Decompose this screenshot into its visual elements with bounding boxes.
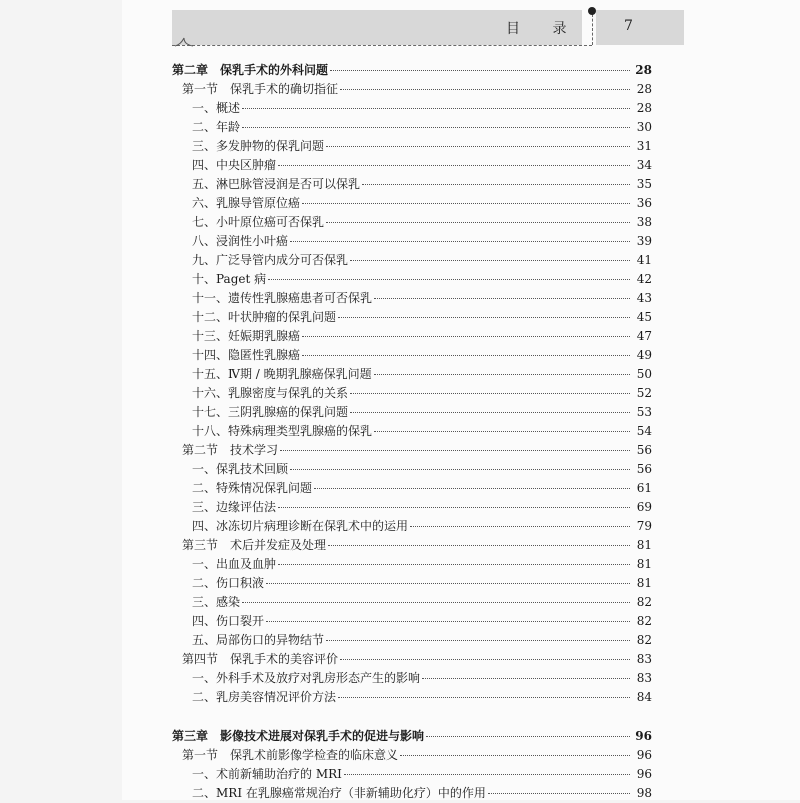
toc-item-row: [172, 688, 652, 707]
toc-entry-page: 53: [636, 405, 652, 419]
toc-entry-page: 34: [636, 158, 652, 172]
toc-section-row: [172, 746, 652, 765]
toc-entry-title: 第三章 影像技术进展对保乳手术的促进与影响: [172, 729, 425, 743]
toc-item-row: [172, 612, 652, 631]
dot-leader: [338, 317, 630, 318]
toc-gap: [172, 707, 652, 727]
toc-item-row: [172, 460, 652, 479]
toc-chapter-row: [172, 727, 652, 746]
toc-item-row: [172, 308, 652, 327]
header-dashed-divider: [592, 14, 593, 45]
toc-entry-title: 十五、Ⅳ期 / 晚期乳腺癌保乳问题: [192, 367, 372, 381]
toc-entry-title: 一、外科手术及放疗对乳房形态产生的影响: [192, 671, 421, 685]
toc-entry-page: 50: [636, 367, 652, 381]
toc-entry-title: 第一节 保乳手术的确切指征: [182, 82, 339, 96]
dot-leader: [326, 640, 630, 641]
toc-entry-title: 二、特殊情况保乳问题: [192, 481, 313, 495]
dot-leader: [340, 659, 630, 660]
toc-entry-page: 81: [636, 557, 652, 571]
dot-leader: [340, 89, 630, 90]
toc-entry-title: 九、广泛导管内成分可否保乳: [192, 253, 349, 267]
toc-entry-title: 五、淋巴脉管浸润是否可以保乳: [192, 177, 361, 191]
toc-item-row: [172, 346, 652, 365]
toc-entry-page: 96: [636, 748, 652, 762]
toc-item-row: [172, 479, 652, 498]
toc-entry-page: 96: [635, 729, 652, 743]
toc-entry-page: 43: [636, 291, 652, 305]
dot-leader: [400, 755, 630, 756]
toc-entry-page: 96: [636, 767, 652, 781]
toc-entry-title: 三、多发肿物的保乳问题: [192, 139, 325, 153]
toc-item-row: [172, 365, 652, 384]
toc-entry-page: 41: [636, 253, 652, 267]
toc-item-row: [172, 593, 652, 612]
toc-entry-title: 二、乳房美容情况评价方法: [192, 690, 337, 704]
toc-chapter-row: [172, 61, 652, 80]
header-swash-ornament: [174, 36, 194, 48]
dot-leader: [314, 488, 630, 489]
toc-entry-page: 28: [636, 101, 652, 115]
toc-entry-page: 52: [636, 386, 652, 400]
dot-leader: [242, 602, 630, 603]
toc-item-row: [172, 765, 652, 784]
toc-entry-page: 39: [636, 234, 652, 248]
toc-entry-page: 30: [636, 120, 652, 134]
dot-leader: [328, 545, 630, 546]
toc-item-row: [172, 498, 652, 517]
dot-leader: [242, 108, 630, 109]
dot-leader: [374, 298, 630, 299]
toc-entry-title: 一、概述: [192, 101, 241, 115]
toc-item-row: [172, 555, 652, 574]
toc-entry-title: 十二、叶状肿瘤的保乳问题: [192, 310, 337, 324]
dot-leader: [350, 260, 630, 261]
toc-entry-title: 十、Paget 病: [192, 272, 267, 286]
toc-entry-page: 38: [636, 215, 652, 229]
toc-entry-title: 五、局部伤口的异物结节: [192, 633, 325, 647]
dot-leader: [278, 507, 630, 508]
toc-entry-title: 第二节 技术学习: [182, 443, 279, 457]
toc-entry-page: 45: [636, 310, 652, 324]
toc-entry-title: 第一节 保乳术前影像学检查的临床意义: [182, 748, 399, 762]
header-dot-ornament: [588, 7, 596, 15]
dot-leader: [326, 222, 630, 223]
dot-leader: [302, 336, 630, 337]
header-page-number: 7: [624, 18, 633, 34]
dot-leader: [330, 70, 630, 71]
toc-item-row: [172, 669, 652, 688]
dot-leader: [278, 564, 630, 565]
toc-entry-title: 十一、遗传性乳腺癌患者可否保乳: [192, 291, 373, 305]
dot-leader: [374, 374, 630, 375]
toc-block-chapter-3: [172, 727, 652, 803]
toc-section-row: [172, 441, 652, 460]
toc-entry-title: 三、感染: [192, 595, 241, 609]
toc-entry-title: 一、出血及血肿: [192, 557, 277, 571]
dot-leader: [422, 678, 630, 679]
toc-item-row: [172, 175, 652, 194]
dot-leader: [326, 146, 630, 147]
toc-entry-title: 四、中央区肿瘤: [192, 158, 277, 172]
toc-entry-page: 82: [636, 633, 652, 647]
toc-entry-page: 28: [636, 82, 652, 96]
toc-item-row: [172, 251, 652, 270]
toc-item-row: [172, 118, 652, 137]
dot-leader: [302, 203, 630, 204]
toc-entry-title: 第四节 保乳手术的美容评价: [182, 652, 339, 666]
toc-entry-title: 十八、特殊病理类型乳腺癌的保乳: [192, 424, 373, 438]
toc-item-row: [172, 99, 652, 118]
toc-entry-title: 十七、三阴乳腺癌的保乳问题: [192, 405, 349, 419]
toc-entry-title: 二、MRI 在乳腺癌常规治疗（非新辅助化疗）中的作用: [192, 786, 486, 800]
toc-entry-page: 49: [636, 348, 652, 362]
dot-leader: [410, 526, 630, 527]
toc-item-row: [172, 232, 652, 251]
toc-entry-title: 六、乳腺导管原位癌: [192, 196, 301, 210]
toc-entry-page: 36: [636, 196, 652, 210]
toc-entry-title: 十三、妊娠期乳腺癌: [192, 329, 301, 343]
toc-entry-page: 69: [636, 500, 652, 514]
toc-entry-title: 十四、隐匿性乳腺癌: [192, 348, 301, 362]
dot-leader: [362, 184, 630, 185]
toc-item-row: [172, 137, 652, 156]
toc-item-row: [172, 403, 652, 422]
dot-leader: [350, 393, 630, 394]
toc-section-row: [172, 536, 652, 555]
toc-entry-page: 42: [636, 272, 652, 286]
toc-item-row: [172, 422, 652, 441]
toc-entry-page: 61: [636, 481, 652, 495]
toc-entry-page: 56: [636, 462, 652, 476]
toc-entry-title: 八、浸润性小叶癌: [192, 234, 289, 248]
dot-leader: [290, 241, 630, 242]
toc-entry-title: 二、伤口积液: [192, 576, 265, 590]
dot-leader: [266, 621, 630, 622]
toc-block-chapter-2: [172, 61, 652, 707]
toc-item-row: [172, 517, 652, 536]
toc-section-row: [172, 650, 652, 669]
dot-leader: [242, 127, 630, 128]
toc-item-row: [172, 327, 652, 346]
toc-entry-title: 一、术前新辅助治疗的 MRI: [192, 767, 342, 781]
dot-leader: [374, 431, 630, 432]
toc-entry-title: 十六、乳腺密度与保乳的关系: [192, 386, 349, 400]
dot-leader: [268, 279, 630, 280]
dot-leader: [338, 697, 630, 698]
toc-item-row: [172, 270, 652, 289]
toc-entry-page: 83: [636, 671, 652, 685]
dot-leader: [350, 412, 630, 413]
toc-entry-page: 83: [636, 652, 652, 666]
toc-entry-title: 第三节 术后并发症及处理: [182, 538, 327, 552]
toc-entry-title: 第二章 保乳手术的外科问题: [172, 63, 329, 77]
toc-entry-title: 四、伤口裂开: [192, 614, 265, 628]
toc-entry-page: 79: [636, 519, 652, 533]
toc-entry-page: 81: [636, 576, 652, 590]
toc-entry-page: 47: [636, 329, 652, 343]
toc-entry-page: 82: [636, 614, 652, 628]
dot-leader: [488, 793, 630, 794]
table-of-contents: [172, 61, 652, 803]
toc-entry-page: 35: [636, 177, 652, 191]
toc-item-row: [172, 213, 652, 232]
toc-entry-page: 84: [636, 690, 652, 704]
toc-entry-page: 81: [636, 538, 652, 552]
toc-item-row: [172, 631, 652, 650]
toc-entry-page: 98: [636, 786, 652, 800]
toc-item-row: [172, 194, 652, 213]
toc-entry-title: 三、边缘评估法: [192, 500, 277, 514]
toc-entry-title: 二、年龄: [192, 120, 241, 134]
toc-section-row: [172, 80, 652, 99]
dot-leader: [290, 469, 630, 470]
toc-entry-page: 54: [636, 424, 652, 438]
header-page-box: [596, 10, 684, 45]
toc-entry-page: 28: [635, 63, 652, 77]
header-title: 目 录: [506, 21, 581, 37]
toc-entry-page: 31: [636, 139, 652, 153]
toc-item-row: [172, 574, 652, 593]
toc-item-row: [172, 384, 652, 403]
dot-leader: [280, 450, 630, 451]
dot-leader: [426, 736, 630, 737]
dot-leader: [344, 774, 630, 775]
toc-entry-title: 四、冰冻切片病理诊断在保乳术中的运用: [192, 519, 409, 533]
toc-entry-page: 82: [636, 595, 652, 609]
toc-entry-title: 七、小叶原位癌可否保乳: [192, 215, 325, 229]
toc-item-row: [172, 156, 652, 175]
dot-leader: [266, 583, 630, 584]
toc-item-row: [172, 289, 652, 308]
dot-leader: [278, 165, 630, 166]
toc-entry-title: 一、保乳技术回顾: [192, 462, 289, 476]
toc-item-row: [172, 784, 652, 803]
header-dashed-rule: [172, 45, 592, 46]
toc-entry-page: 56: [636, 443, 652, 457]
dot-leader: [302, 355, 630, 356]
